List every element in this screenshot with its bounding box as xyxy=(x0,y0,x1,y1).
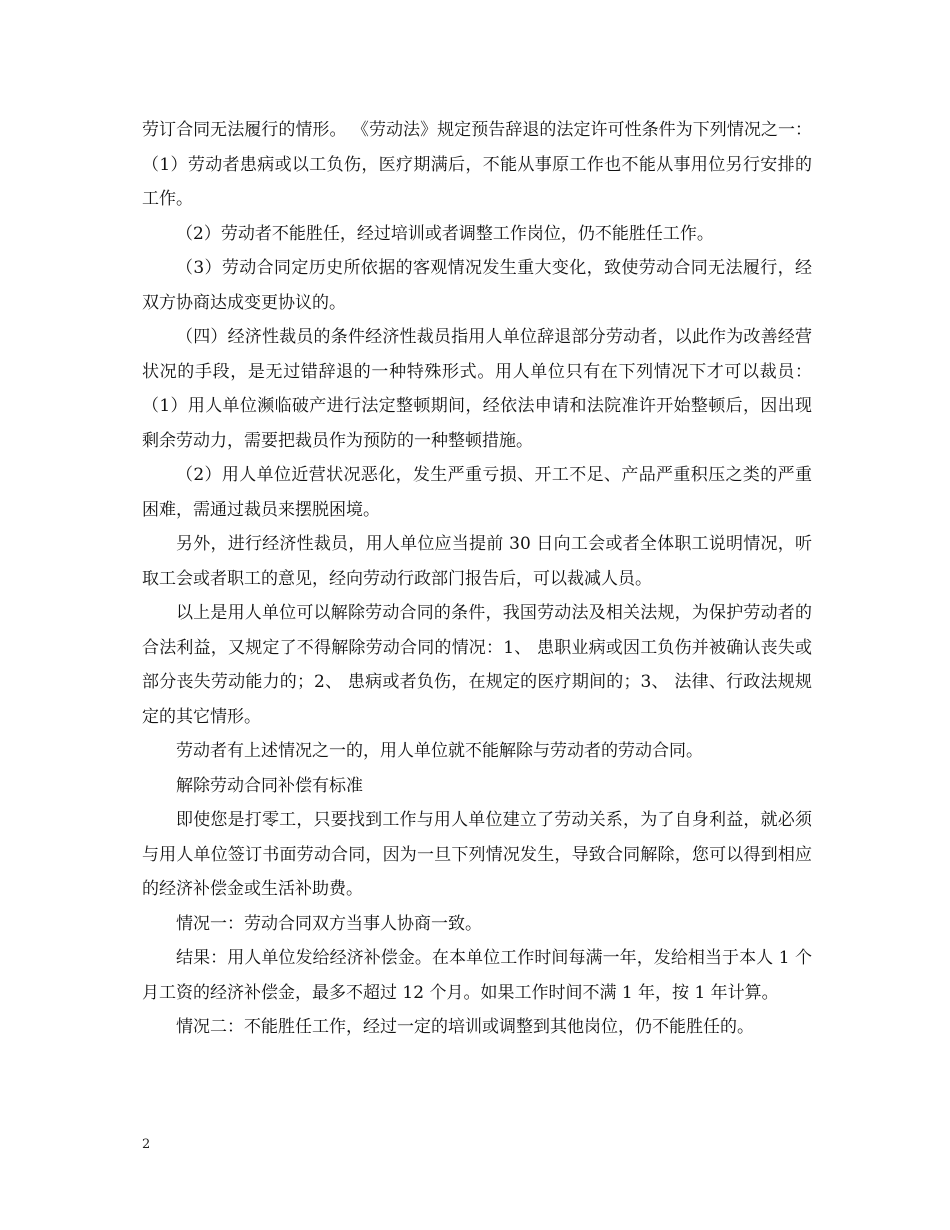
section-heading: 解除劳动合同补偿有标准 xyxy=(176,775,363,796)
paragraph: 情况一：劳动合同双方当事人协商一致。 xyxy=(176,913,482,934)
paragraph: 劳动者有上述情况之一的，用人单位就不能解除与劳动者的劳动合同。 xyxy=(176,741,703,761)
paragraph: （2）劳动者不能胜任，经过培训或者调整工作岗位，仍不能胜任工作。 xyxy=(176,223,714,244)
paragraph: 劳订合同无法履行的情形。 《劳动法》规定预告辞退的法定许可性条件为下列情况之一：（1）劳动者患病或以工负伤，医疗期满后，不能从事原工作也不能从事用位另行安排的工作。 xyxy=(142,120,812,209)
paragraph: 结果：用人单位发给经济补偿金。在本单位工作时间每满一年，发给相当于本人 1 个月工资的经济补偿金，最多不超过 12 个月。如果工作时间不满 1 年，按 1 年计算。 xyxy=(142,948,812,1003)
paragraph: 即使您是打零工，只要找到工作与用人单位建立了劳动关系，为了自身利益，就必须与用人单位签订书面劳动合同，因为一旦下列情况发生，导致合同解除，您可以得到相应的经济补偿金或生活补助费。 xyxy=(142,810,812,899)
paragraph: 另外，进行经济性裁员，用人单位应当提前 30 日向工会或者全体职工说明情况，听取工会或者职工的意见，经向劳动行政部门报告后，可以裁减人员。 xyxy=(142,534,812,589)
paragraph: 以上是用人单位可以解除劳动合同的条件，我国劳动法及相关法规，为保护劳动者的合法利益，又规定了不得解除劳动合同的情况：1、 患职业病或因工负伤并被确认丧失或部分丧失劳动能力的；2、 患病或者负伤，在规定的医疗期间的；3、 法律、行政法规规定的其它情形。 xyxy=(142,603,812,727)
document-body xyxy=(142,113,812,1045)
paragraph: 情况二：不能胜任工作，经过一定的培训或调整到其他岗位，仍不能胜任的。 xyxy=(176,1017,754,1037)
page-number: 2 xyxy=(142,1137,151,1152)
paragraph: （四）经济性裁员的条件经济性裁员指用人单位辞退部分劳动者，以此作为改善经营状况的手段，是无过错辞退的一种特殊形式。用人单位只有在下列情况下才可以裁员：（1）用人单位濒临破产进行法定整顿期间，经依法申请和法院准许开始整顿后，因出现剩余劳动力，需要把裁员作为预防的一种整顿措施。 xyxy=(142,327,812,451)
paragraph: （2）用人单位近营状况恶化，发生严重亏损、开工不足、产品严重积压之类的严重困难，需通过裁员来摆脱困境。 xyxy=(142,465,812,520)
paragraph: （3）劳动合同定历史所依据的客观情况发生重大变化，致使劳动合同无法履行，经双方协商达成变更协议的。 xyxy=(142,258,812,313)
